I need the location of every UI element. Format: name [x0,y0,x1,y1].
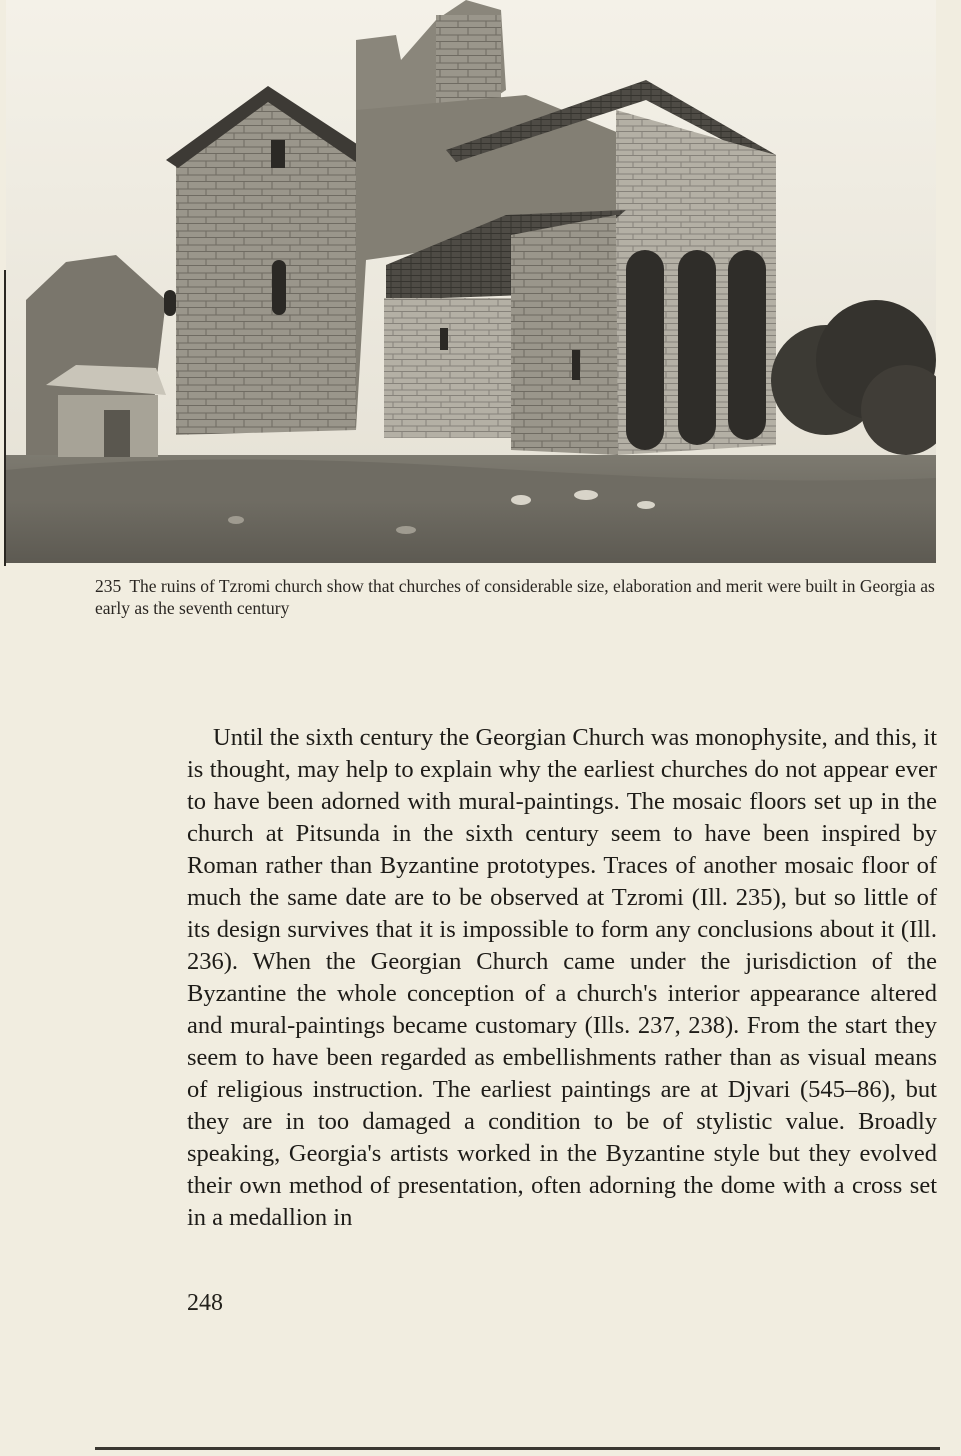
bottom-rule [95,1447,940,1450]
body-paragraph: Until the sixth century the Georgian Church was monophysite, and this, it is thought, may help to explain why the earliest churches do not appear ever to have been adorned with mural-paintings. The mosaic floors set up in the church at Pitsunda in the sixth century seem to have been inspired by Roman rather than Byzantine prototypes. Traces of another mosaic floor of much the same date are to be observed at Tzromi (Ill. 235), but so little of its design survives that it is impossible to form any conclusions about it (Ill. 236). When the Georgian Church came under the jurisdiction of the Byzantine the whole conception of a church's interior appearance altered and mural-paintings became customary (Ills. 237, 238). From the start they seem to have been regarded as embellishments rather than as visual means of religious instruction. The earliest paintings are at Djvari (545–86), but they are in too damaged a condition to be of stylistic value. Broadly speaking, Georgia's artists worked in the Byzantine style but they evolved their own method of presentation, often adorning the dome with a cross set in a medallion in [187,724,937,1231]
photo-edge-mark [4,270,6,566]
page-number: 248 [187,1290,223,1316]
body-text [187,722,937,1234]
figure-caption [95,575,940,619]
church-ruins-image [6,0,936,563]
church-photograph [6,0,936,563]
figure-caption-text: The ruins of Tzromi church show that churches of considerable size, elaboration and merit were built in Georgia as early as the seventh century [95,576,935,618]
figure-number: 235 [95,576,122,596]
